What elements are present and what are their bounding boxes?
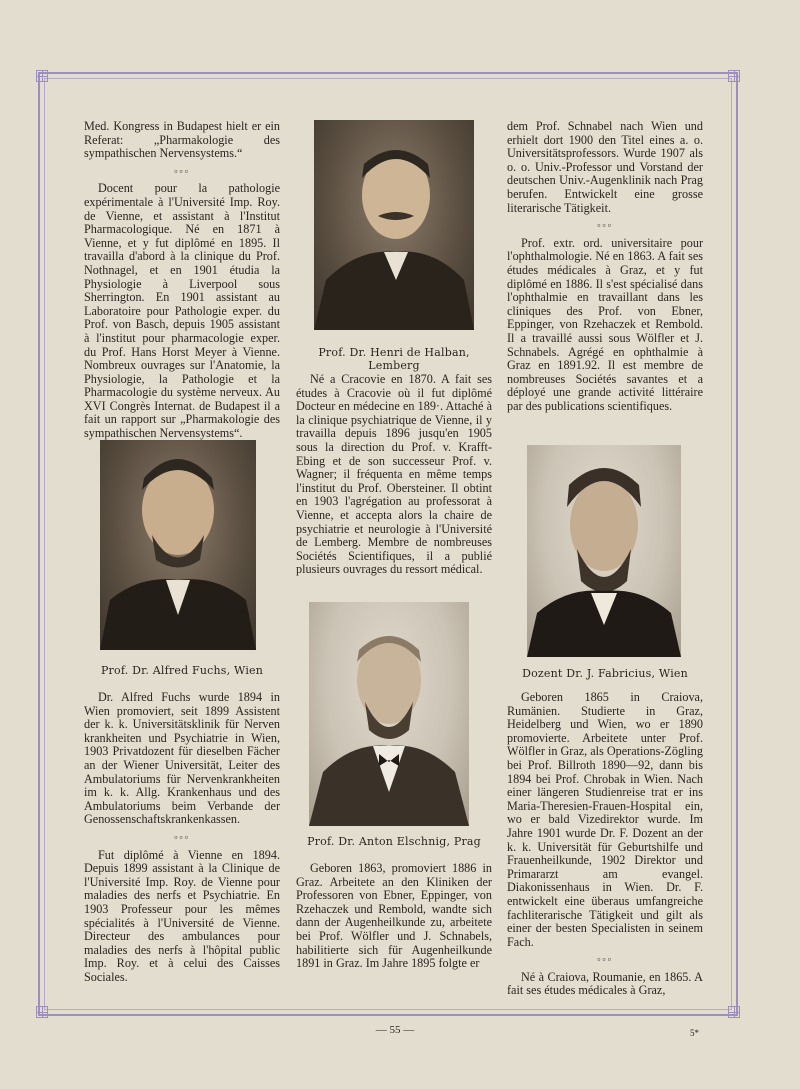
french-bio-paragraph: Docent pour la pathologie expérimentale à l'Université Imp. Roy. de Vienne, et assistant à l'Institut Pharmacologique. Né en 1871 à Vienne, et y fut diplômé en 1895. Il travailla d'abord à la clinique du Prof. Nothnagel, et en 1901 étudia la Physiologie à Liverpool sous Sherrington. En 1901 assistant au Laboratoire pour Pathologie exper. du Prof. von Basch, depuis 1905 assistant à l'institut pour pharmacologie exper. du Prof. Hans Horst Meyer à Vienne. Nombreux ouvrages sur l'Anatomie, la Physiologie, la Pathologie et la Pharmacologie du système nerveux. Au XVI Congrès Internat. de Budapest il a fait un rapport sur „Pharmakologie des sympathischen Nervensystems“. xyxy=(84,181,280,441)
portrait-caption-elschnig: Prof. Dr. Anton Elschnig, Prag xyxy=(307,835,481,848)
portrait-photo-fabricius xyxy=(527,445,681,657)
french-bio-paragraph: Né à Craiova, Roumanie, en 1865. A fait ses études médicales à Graz, xyxy=(507,969,703,998)
portrait-photo-halban xyxy=(314,120,474,330)
portrait-caption-fabricius: Dozent Dr. J. Fabricius, Wien xyxy=(522,667,688,680)
german-bio-paragraph: Geboren 1863, promoviert 1886 in Graz. Arbeitete an den Kliniken der Professoren von Ebner, Eppinger, von Rzehaczek und Rembold, wandte sich dann der Augenheilkunde zu, arbeitete bei Prof. Wölfler und J. Schnabels, habilitierte sich für Augenheilkunde 1891 in Graz. Im Jahre 1895 folgte er xyxy=(296,861,492,971)
section-separator: ▫▫▫ xyxy=(174,165,190,176)
german-continuation-paragraph: dem Prof. Schnabel nach Wien und erhielt dort 1900 den Titel eines a. o. Universitätsprofessors. Wurde 1907 als o. o. Univ.-Professor und Vorstand der deutschen Univ.-Augenklinik nach Prag berufen. Entwickelt eine grosse literarische Tätigkeit. xyxy=(507,119,703,215)
portrait-silhouette-icon xyxy=(527,445,681,657)
portrait-silhouette-icon xyxy=(100,440,256,650)
intro-paragraph: Med. Kongress in Budapest hielt er ein Referat: „Pharmakologie des sympathischen Nervensystems.“ xyxy=(84,119,280,161)
right-column-bottom xyxy=(507,691,703,998)
portrait-caption-fuchs: Prof. Dr. Alfred Fuchs, Wien xyxy=(100,664,264,677)
page-number: — 55 — xyxy=(375,1024,415,1036)
border-corner-ornament xyxy=(36,1006,48,1018)
german-bio-paragraph: Dr. Alfred Fuchs wurde 1894 in Wien promoviert, seit 1899 Assistent der k. k. Universitätsklinik für Nerven krankheiten und Psychiatrie in Wien, 1903 Privatdozent für dieselben Fächer an der Wiener Universität, Leiter des Ambulatoriums für Nervenkrankheiten im k. k. Allg. Krankenhaus und des Ambulatoriums beim Verbande der Genossenschaftskrankenkassen. xyxy=(84,690,280,827)
portrait-photo-elschnig xyxy=(309,602,469,826)
section-separator: ▫▫▫ xyxy=(597,220,613,231)
right-column-top xyxy=(507,120,703,413)
border-corner-ornament xyxy=(36,70,48,82)
portrait-photo-fuchs xyxy=(100,440,256,650)
portrait-silhouette-icon xyxy=(314,120,474,330)
portrait-caption-halban: Prof. Dr. Henri de Halban, Lemberg xyxy=(318,346,470,372)
french-bio-paragraph: Né a Cracovie en 1870. A fait ses études à Cracovie où il fut diplômé Docteur en médecine en 189·. Attaché à la clinique psychiatrique de Vienne, il y travailla depuis 1896 jusqu'en 1905 sous la direction du Prof. v. Krafft-Ebing et de son successeur Prof. v. Wagner; il fréquenta en même temps l'institut du Prof. Obersteiner. Il obtint en 1903 l'agrégation au professorat à Vienne, et accepta alors la chaire de psychiatrie et neurologie à l'Université de Lemberg. Membre de nombreuses Sociétés Scientifiques, il a publié plusieurs ouvrages du ressort médical. xyxy=(296,372,492,577)
border-corner-ornament xyxy=(728,1006,740,1018)
german-bio-paragraph: Geboren 1865 in Craiova, Rumänien. Studierte in Graz, Heidelberg und Wien, wo er 1890 promovierte. Arbeitete unter Prof. Wölfler in Graz, als Operations-Zögling bei Prof. Billroth 1890—92, dann bis 1894 bei Prof. Chrobak in Wien. Nach einer längeren Studienreise trat er ins Maria-Theresien-Frauen-Hospital ein, wo er bald Vizedirektor wurde. Im Jahre 1901 wurde Dr. F. Dozent an der k. k. Universität für Geburtshilfe und Frauenheilkunde, 1902 Direktor und Primararzt am evangel. Diakonissenhaus in Wien. Dr. F. entwickelt eine überaus umfangreiche fachliterarische Tätigkeit und gilt als einer der besten Specialisten in seinem Fach. xyxy=(507,690,703,949)
left-column-top xyxy=(84,120,280,441)
signature-mark: 5* xyxy=(690,1028,699,1038)
section-separator: ▫▫▫ xyxy=(174,831,190,842)
border-corner-ornament xyxy=(728,70,740,82)
portrait-silhouette-icon xyxy=(309,602,469,826)
left-column-bottom xyxy=(84,691,280,984)
section-separator: ▫▫▫ xyxy=(597,954,613,965)
middle-column-bio-2 xyxy=(296,862,492,971)
french-bio-paragraph: Prof. extr. ord. universitaire pour l'ophthalmologie. Né en 1863. A fait ses études médicales à Graz, et y fut diplômé en 1886. Il s'est spécialisé dans l'ophthalmie en travaillant dans les cliniques des Prof. von Ebner, Eppinger, von Rzehaczek et Rembold. Il a travaillé aussi sous Wölfler et J. Schnabels. Agrégé en ophthalmie à Graz en 1891.92. Il est membre de nombreuses Sociétés savantes et a déployé une grande activité littéraire par des publications scientifiques. xyxy=(507,235,703,413)
middle-column-bio xyxy=(296,373,492,577)
french-bio-paragraph: Fut diplômé à Vienne en 1894. Depuis 1899 assistant à la Clinique de l'Université Imp. Roy. de Vienne pour maladies des nerfs et Psychiatrie. En 1903 Professeur pour les mêmes spécialités à l'Université de Vienne. Directeur des ambulances pour maladies des nerfs à l'hôpital public Imp. Roy. et à celui des Caisses Sociales. xyxy=(84,847,280,984)
